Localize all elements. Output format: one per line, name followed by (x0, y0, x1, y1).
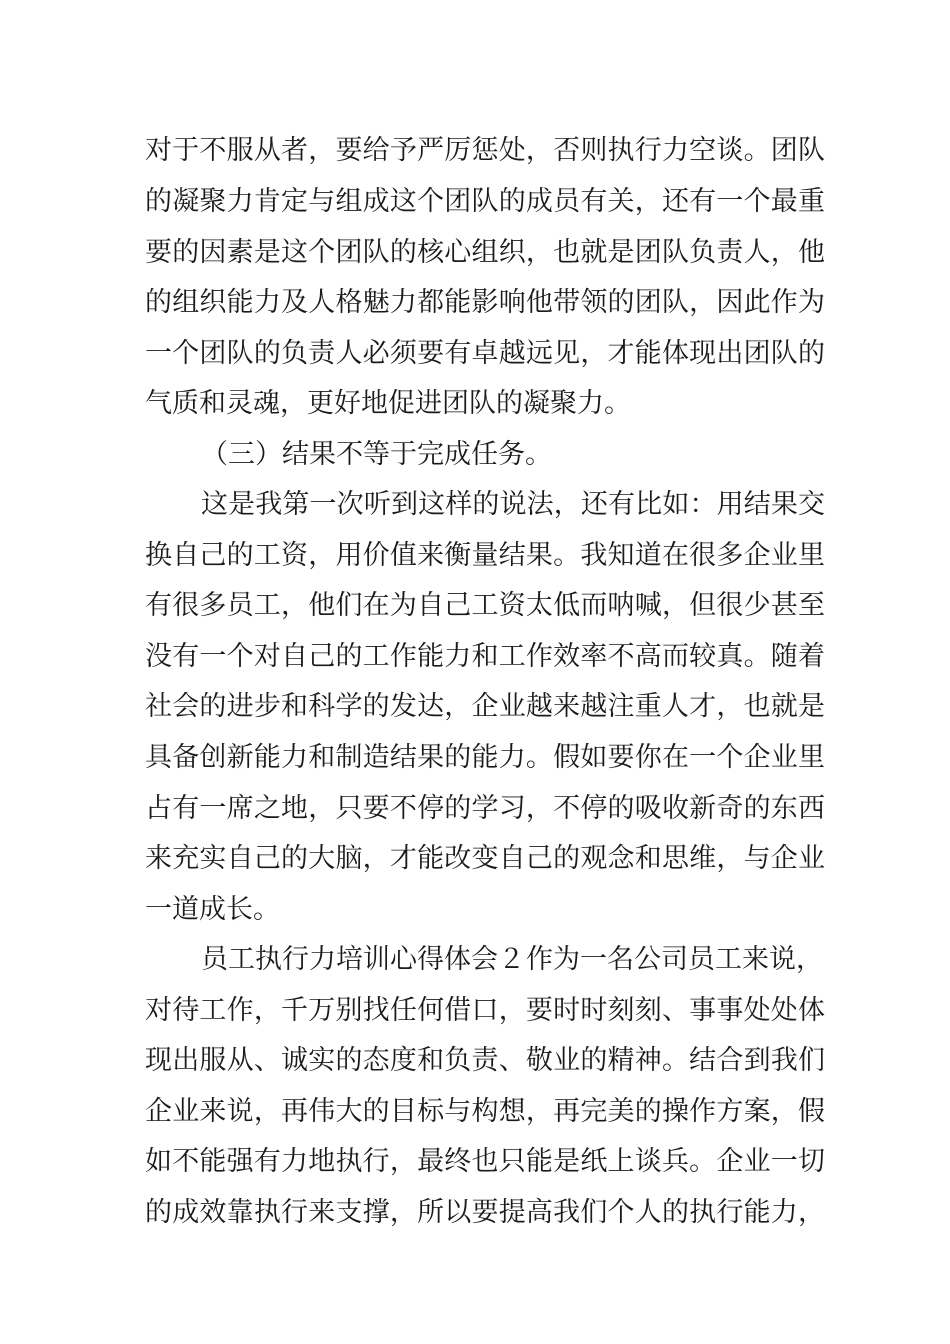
paragraph-line: 的凝聚力肯定与组成这个团队的成员有关，还有一个最重 (145, 186, 825, 217)
paragraph-line: 的组织能力及人格魅力都能影响他带领的团队，因此作为 (145, 287, 825, 318)
paragraph-line: 的成效靠执行来支撑，所以要提高我们个人的执行能力， (145, 1197, 825, 1228)
paragraph-line: 来充实自己的大脑，才能改变自己的观念和思维，与企业 (145, 843, 825, 874)
section-title-line (201, 940, 825, 980)
paragraph-line: 占有一席之地，只要不停的学习，不停的吸收新奇的东西 (145, 793, 825, 824)
paragraph-line: 如不能强有力地执行，最终也只能是纸上谈兵。企业一切 (145, 1146, 825, 1177)
paragraph-line: 一个团队的负责人必须要有卓越远见，才能体现出团队的 (145, 338, 825, 369)
paragraph-line: 对于不服从者，要给予严厉惩处，否则执行力空谈。团队 (145, 135, 825, 166)
paragraph-line: 这是我第一次听到这样的说法，还有比如：用结果交 (201, 489, 825, 520)
paragraph-line: 一道成长。 (145, 894, 280, 925)
paragraph-line: 要的因素是这个团队的核心组织，也就是团队负责人，他 (145, 237, 825, 268)
paragraph-line: 有很多员工，他们在为自己工资太低而呐喊，但很少甚至 (145, 590, 825, 621)
paragraph-line: 没有一个对自己的工作能力和工作效率不高而较真。随着 (145, 641, 825, 672)
section-first-line: 作为一名公司员工来说， (526, 944, 823, 975)
paragraph-line: 换自己的工资，用价值来衡量结果。我知道在很多企业里 (145, 540, 825, 571)
paragraph-line: 具备创新能力和制造结果的能力。假如要你在一个企业里 (145, 742, 825, 773)
section-title: 员工执行力培训心得体会２ (201, 944, 525, 975)
paragraph-line: 现出服从、诚实的态度和负责、敬业的精神。结合到我们 (145, 1045, 825, 1076)
paragraph-line: 气质和灵魂，更好地促进团队的凝聚力。 (145, 388, 631, 419)
paragraph-line: 企业来说，再伟大的目标与构想，再完美的操作方案，假 (145, 1096, 825, 1127)
paragraph-line: 社会的进步和科学的发达，企业越来越注重人才，也就是 (145, 691, 825, 722)
paragraph-line: 对待工作，千万别找任何借口，要时时刻刻、事事处处体 (145, 995, 825, 1026)
section-heading: （三）结果不等于完成任务。 (201, 439, 552, 470)
